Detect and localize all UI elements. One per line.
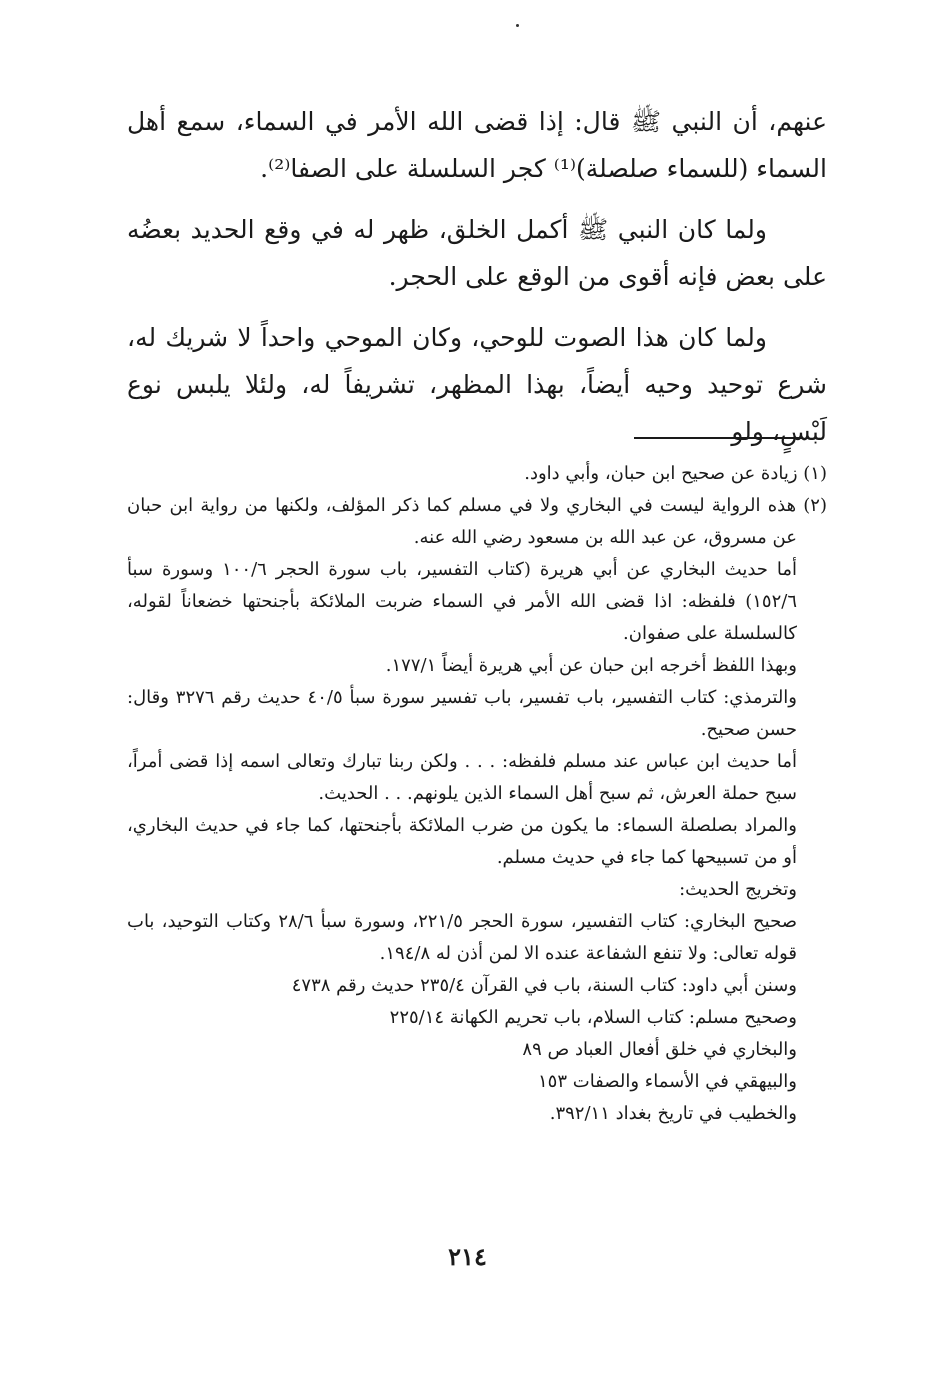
footnote-separator (634, 437, 802, 439)
footnote-2-takhrij-heading: وتخريج الحديث: (679, 879, 797, 900)
footnote-2-khalq-afal: والبخاري في خلق أفعال العباد ص ٨٩ (522, 1039, 797, 1060)
footnote-2-meaning: والمراد بصلصلة السماء: ما يكون من ضرب الملائكة بأجنحتها، كما جاء في حديث البخاري، أو من تسبيحها كما جاء في حديث مسلم. (127, 815, 797, 868)
paragraph-1: عنهم، أن النبي ﷺ قال: إذا قضى الله الأمر في السماء، سمع أهل السماء (للسماء صلصلة)⁽¹⁾ كجر السلسلة على الصفا⁽²⁾. (127, 107, 827, 183)
paragraph-2: ولما كان النبي ﷺ أكمل الخلق، ظهر له في وقع الحديد بعضُه على بعض فإنه أقوى من الوقع على الحجر. (127, 215, 827, 291)
footnote-2-ibn-abbas: أما حديث ابن عباس عند مسلم فلفظه: . . . ولكن ربنا تبارك وتعالى اسمه إذا قضى أمراً، سبح حملة العرش، ثم سبح أهل السماء الذين يلونهم. . . الحديث. (127, 751, 797, 804)
footnote-2-bayhaqi: والبيهقي في الأسماء والصفات ١٥٣ (538, 1071, 797, 1092)
paragraph-3: ولما كان هذا الصوت للوحي، وكان الموحي واحداً لا شريك له، شرع توحيد وحيه أيضاً، بهذا المظهر، تشريفاً له، ولئلا يلبس نوع لَبْسٍ، ولو (127, 323, 827, 446)
footnote-2: (٢) هذه الرواية ليست في البخاري ولا في مسلم كما ذكر المؤلف، ولكنها من رواية ابن حبان عن مسروق، عن عبد الله بن مسعود رضي الله عنه. (127, 495, 827, 548)
footnotes (127, 458, 827, 1130)
ink-speck (516, 24, 519, 27)
footnote-2-sahih-bukhari: صحيح البخاري: كتاب التفسير، سورة الحجر ٢٢١/٥، وسورة سبأ ٢٨/٦ وكتاب التوحيد، باب قوله تعالى: ولا تنفع الشفاعة عنده الا لمن أذن له ١٩٤/٨. (127, 911, 798, 964)
footnote-1: (١) زيادة عن صحيح ابن حبان، وأبي داود. (524, 463, 827, 484)
footnote-2-khatib: والخطيب في تاريخ بغداد ٣٩٢/١١. (549, 1103, 797, 1124)
footnote-2-abu-dawud: وسنن أبي داود: كتاب السنة، باب في القرآن ٢٣٥/٤ حديث رقم ٤٧٣٨ (291, 975, 797, 996)
footnote-2-ibn-hibban: وبهذا اللفظ أخرجه ابن حبان عن أبي هريرة أيضاً ١٧٧/١. (385, 655, 797, 676)
page-number: ٢١٤ (448, 1242, 487, 1271)
footnote-2-sahih-muslim: وصحيح مسلم: كتاب السلام، باب تحريم الكهانة ٢٢٥/١٤ (389, 1007, 797, 1028)
footnote-2-bukhari: أما حديث البخاري عن أبي هريرة (كتاب التفسير، باب سورة الحجر ١٠٠/٦ وسورة سبأ ١٥٢/٦) فلفظه: اذا قضى الله الأمر في السماء ضربت الملائكة بأجنحتها خضعاناً لقوله، كالسلسلة على صفوان. (127, 559, 797, 644)
main-text (127, 98, 827, 469)
footnote-2-tirmidhi: والترمذي: كتاب التفسير، باب تفسير، باب تفسير سورة سبأ ٤٠/٥ حديث رقم ٣٢٧٦ وقال: حسن صحيح. (127, 687, 797, 740)
